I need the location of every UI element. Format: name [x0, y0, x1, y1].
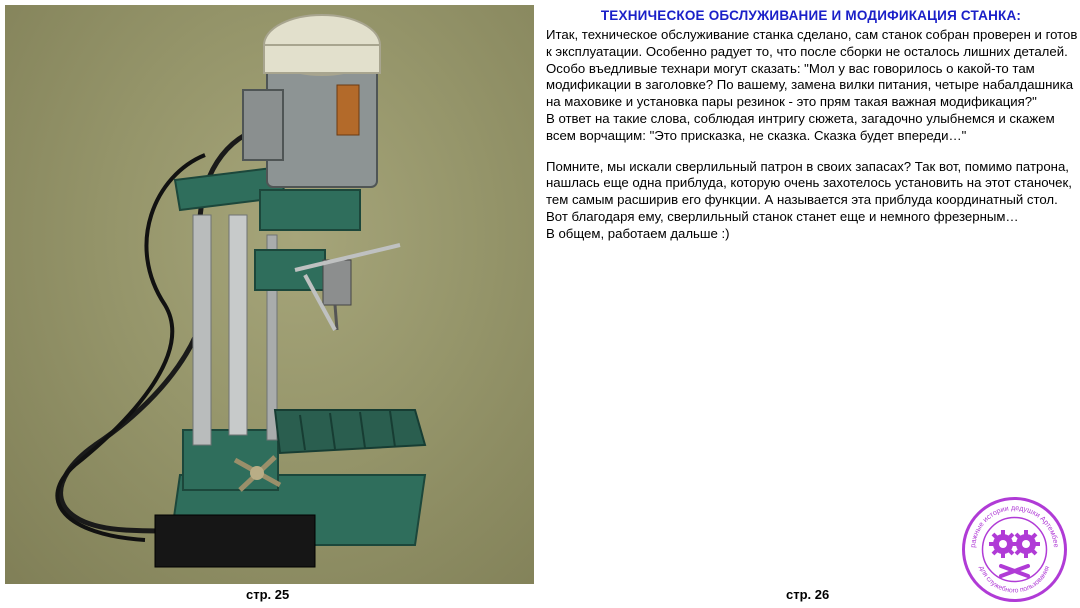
paragraph-gap — [546, 145, 1078, 159]
page-number-right: стр. 26 — [786, 587, 830, 602]
paragraph-5: В общем, работаем дальше :) — [546, 225, 730, 241]
paragraph-4: Помните, мы искали сверлильный патрон в своих запасах? Так вот, помимо патрона, нашлась еще одна приблуда, которую очень захотелось установить на этот станочек, тем самым расширив его функции. А называется эта приблуда координатный стол. Вот благодаря ему, сверлильный станок станет еще и немного фрезерным… — [546, 158, 1072, 224]
paragraph-2: Особо въедливые технари могут сказать: "Мол у вас говорилось о какой-то там модификации в заголовке? По вашему, замена вилки питания, четыре набалдашника на маховике и установка пары резинок - это прям такая важная модификация?" — [546, 60, 1074, 110]
page-number-left: стр. 25 — [246, 587, 290, 602]
article-body — [546, 27, 1078, 243]
drill-press-photo — [5, 5, 534, 584]
paragraph-3: В ответ на такие слова, соблюдая интригу сюжета, загадочно улыбнемся и скажем всем ворчащим: "Это присказка, не сказка. Сказка будет впереди…" — [546, 110, 1055, 143]
paragraph-1: Итак, техническое обслуживание станка сделано, сам станок собран проверен и готов к эксплуатации. Особенно радует то, что после сборки не осталось лишних деталей. — [546, 27, 1078, 59]
page-title: ТЕХНИЧЕСКОЕ ОБСЛУЖИВАНИЕ И МОДИФИКАЦИЯ СТАНКА: — [600, 8, 1022, 23]
stamp-text-top: ражные истории дедушки Артембее — [968, 502, 1061, 549]
drill-press-illustration — [5, 5, 534, 584]
author-stamp — [961, 496, 1068, 603]
stamp-text-bottom: для служебного пользования — [977, 565, 1052, 595]
stamp-seal-icon — [961, 496, 1068, 603]
